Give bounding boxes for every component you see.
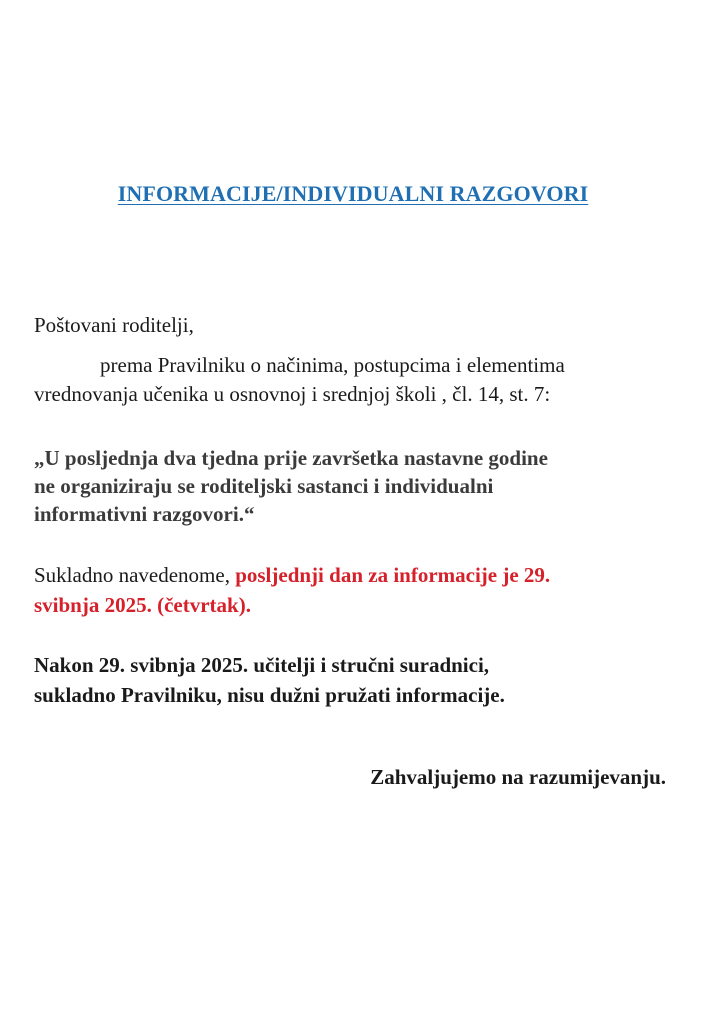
deadline-highlight: posljednji dan za informacije je 29. <box>235 563 551 587</box>
after-line: Nakon 29. svibnja 2025. učitelji i stručni suradnici, <box>34 653 490 677</box>
after-deadline-paragraph <box>34 650 674 710</box>
greeting: Poštovani roditelji, <box>34 313 194 337</box>
deadline-highlight-date: svibnja 2025. (četvrtak). <box>34 593 251 617</box>
quote-line: ne organiziraju se roditeljski sastanci i individualni <box>34 474 494 498</box>
document-title: INFORMACIJE/INDIVIDUALNI RAZGOVORI <box>117 181 589 206</box>
conclusion-prefix: Sukladno navedenome, <box>34 563 236 587</box>
conclusion-paragraph <box>34 560 674 620</box>
regulation-quote <box>34 444 674 528</box>
intro-paragraph <box>34 351 674 409</box>
conclusion-line <box>34 560 674 590</box>
after-line: sukladno Pravilniku, nisu dužni pružati informacije. <box>34 683 505 707</box>
closing-thanks: Zahvaljujemo na razumijevanju. <box>370 765 666 789</box>
intro-line: prema Pravilniku o načinima, postupcima i elementima <box>100 353 565 377</box>
quote-line: „U posljednja dva tjedna prije završetka nastavne godine <box>34 446 548 470</box>
intro-line: vrednovanja učenika u osnovnoj i srednjoj školi , čl. 14, st. 7: <box>34 382 551 406</box>
quote-line: informativni razgovori.“ <box>34 502 255 526</box>
